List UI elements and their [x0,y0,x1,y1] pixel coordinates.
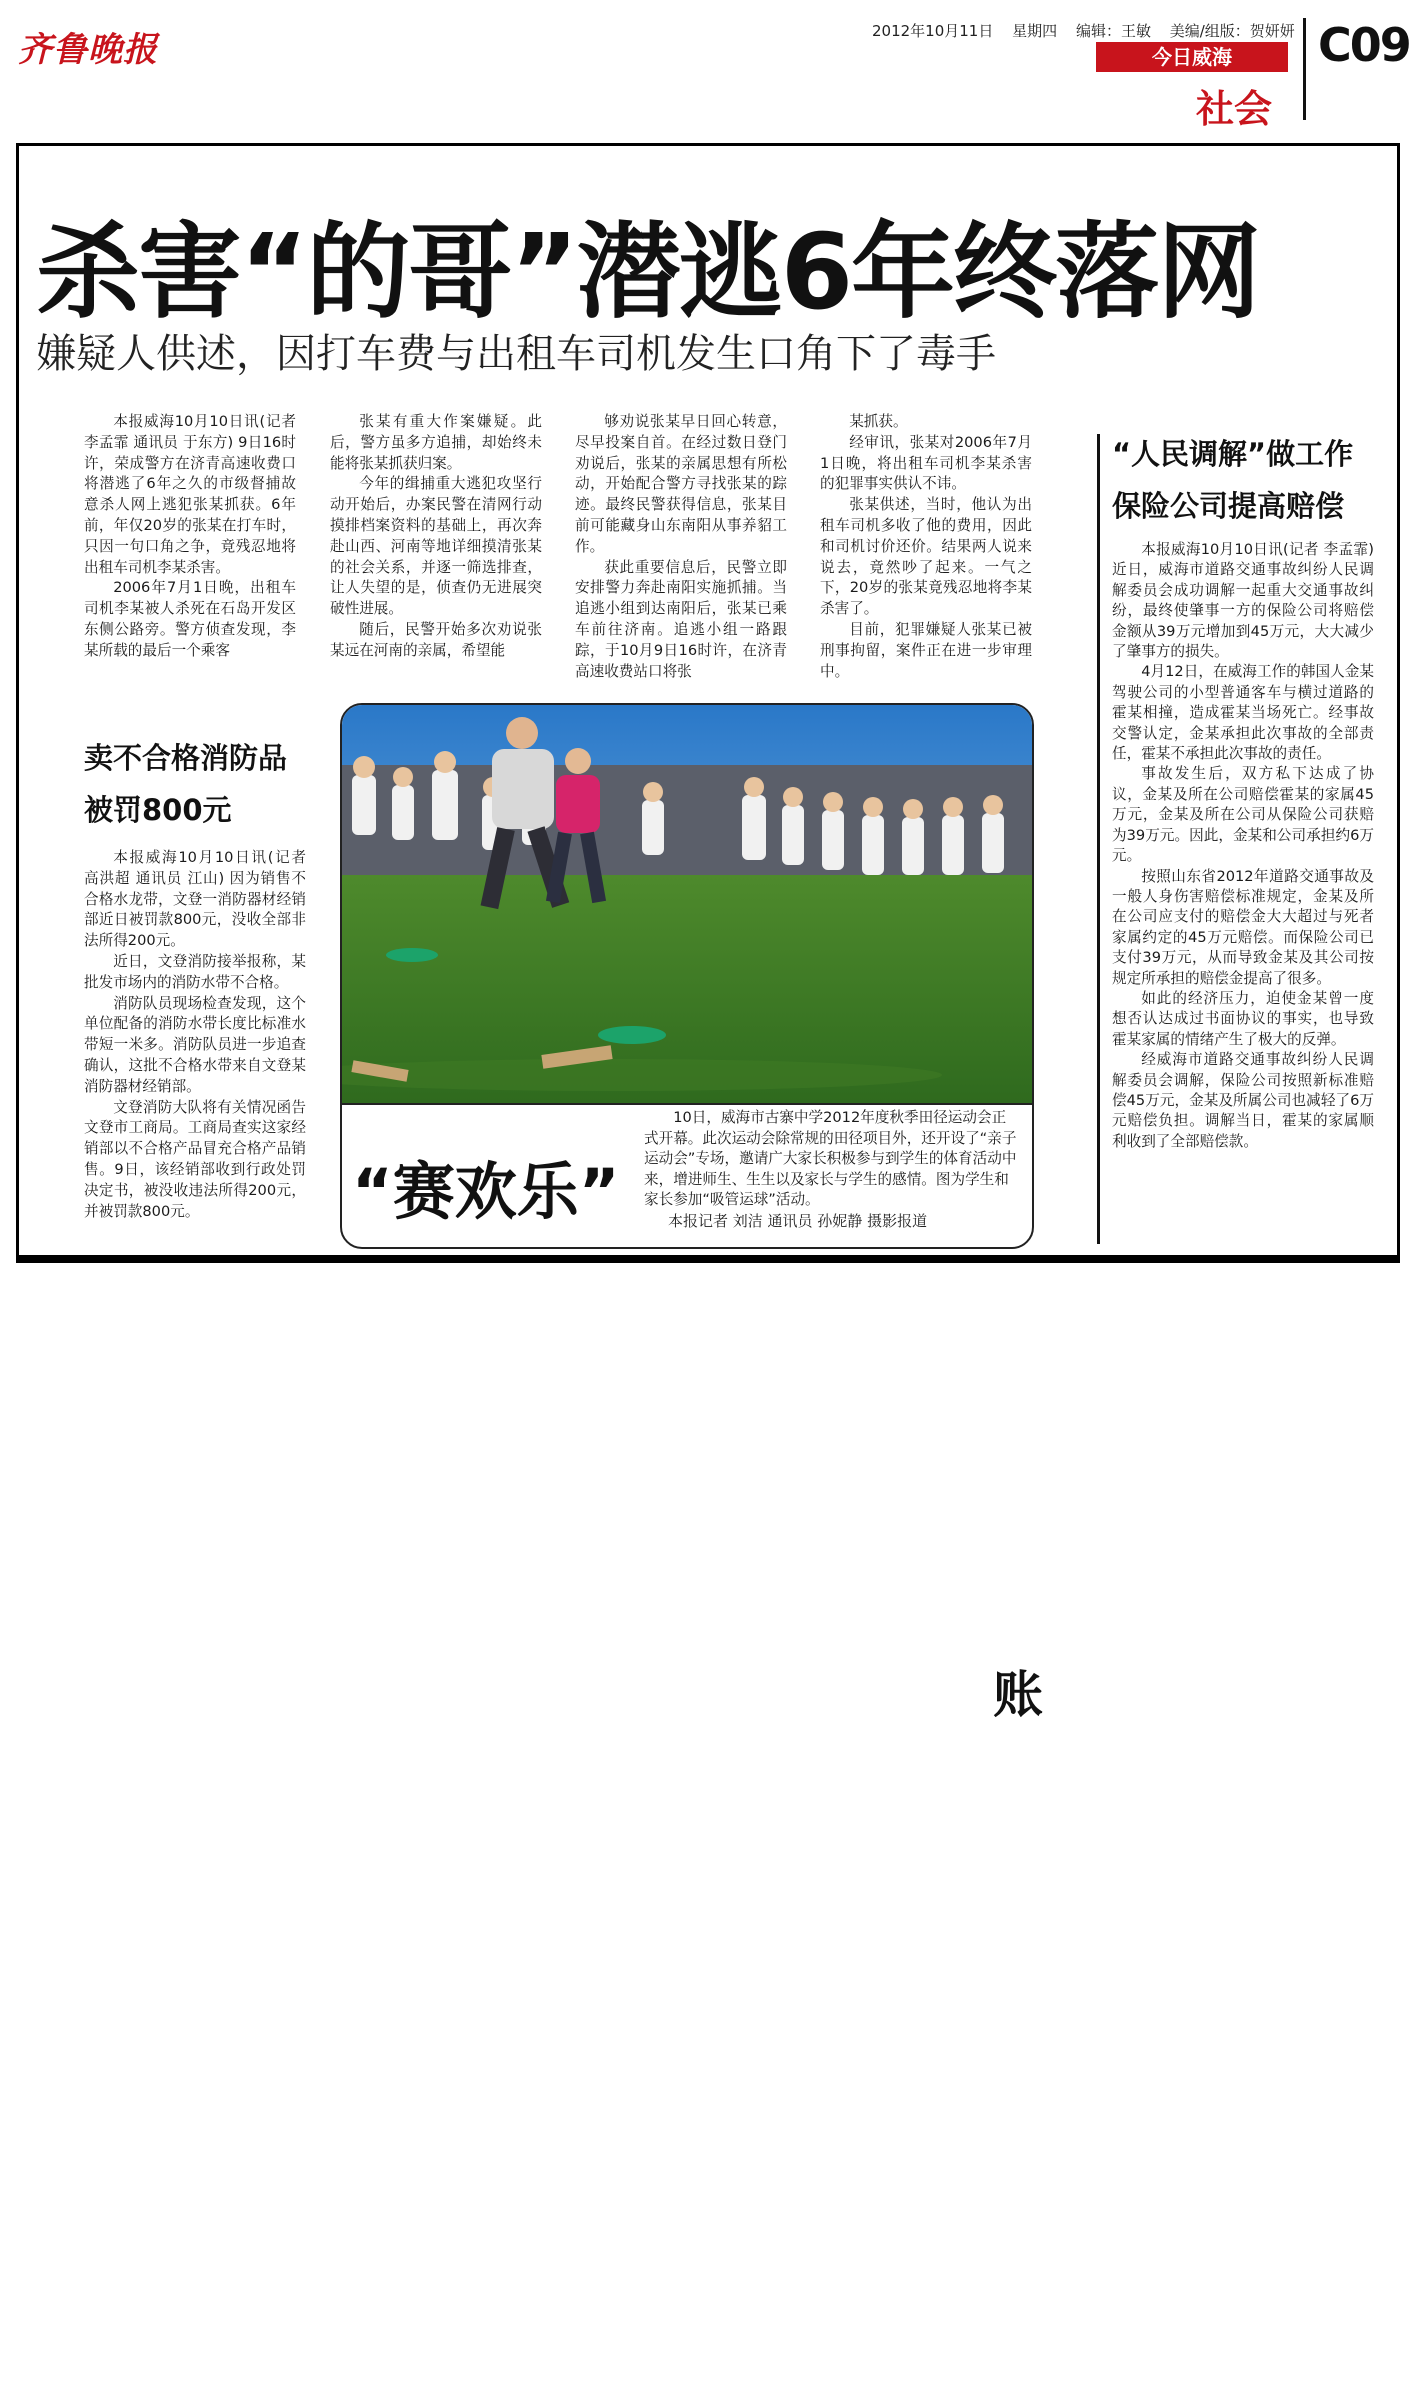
side-story-body [1112,540,1374,1152]
photo-credit: 本报记者 刘洁 通讯员 孙妮静 摄影报道 [668,1212,928,1230]
city-badge: 今日威海 [1096,42,1288,72]
lead-paragraph: 够劝说张某早日回心转意，尽早投案自首。在经过数日登门劝说后，张某的亲属思想有所松动，开始配合警方寻找张某的踪迹。最终民警获得信息，张某目前可能藏身山东南阳从事养貂工作。 [575,413,787,555]
side-story-paragraph: 如此的经济压力，迫使金某曾一度想否认达成过书面协议的事实，也导致霍某家属的情绪产生了极大的反弹。 [1112,989,1374,1048]
lead-subhead: 嫌疑人供述，因打车费与出租车司机发生口角下了毒手 [36,331,996,377]
issue-meta [872,20,1309,41]
fire-brief-paragraph: 近日，文登消防接举报称，某批发市场内的消防水带不合格。 [84,952,306,991]
side-story-title-line: “人民调解”做工作 [1112,437,1354,471]
lead-paragraph: 2006年7月1日晚，出租车司机李某被人杀死在石岛开发区东侧公路旁。警方侦查发现，李某所载的最后一个乘客 [84,579,296,659]
fire-brief-title-line: 卖不合格消防品 [84,741,288,775]
lead-paragraph: 某抓获。 [849,413,908,430]
side-story-paragraph: 本报威海10月10日讯(记者 李孟霏) 近日，威海市道路交通事故纠纷人民调解委员会成功调解一起重大交通事故纠纷，最终使肇事一方的保险公司将赔偿金额从39万元增加到45万元，大大减少了肇事方的损失。 [1112,541,1374,661]
side-story-title-line: 保险公司提高赔偿 [1112,489,1345,523]
lead-headline: 杀害“的哥”潜逃6年终落网 [36,211,1260,333]
lead-paragraph: 本报威海10月10日讯(记者 李孟霏 通讯员 于东方) 9日16时许，荣成警方在济青高速收费口将潜逃了6年之久的市级督捕故意杀人网上逃犯张某抓获。6年前，年仅20岁的张某在打车时，只因一句口角之争，竟残忍地将出租车司机李某杀害。 [84,413,296,576]
fire-brief-body [84,848,306,1222]
fire-brief-paragraph: 消防队员现场检查发现，这个单位配备的消防水带长度比标准水带短一米多。消防队员进一步追查确认，这批不合格水带来自文登某消防器材经销部。 [84,994,306,1095]
side-story-title [1112,428,1353,532]
fire-brief-paragraph: 文登消防大队将有关情况函告文登市工商局。工商局查实这家经销部以不合格产品冒充合格产品销售。9日，该经销部收到行政处罚决定书，被没收违法所得200元，并被罚款800元。 [84,1098,306,1220]
stray-glyph: 账 [993,1666,1043,1724]
lead-paragraph: 张某有重大作案嫌疑。此后，警方虽多方追捕，却始终未能将张某抓获归案。 [330,413,542,472]
newspaper-logo: 齐鲁晚报 [18,30,158,70]
issue-weekday: 星期四 [1012,22,1058,40]
photo-story-title: “赛欢乐” [352,1155,620,1228]
side-column-rule [1097,434,1100,1244]
lead-paragraph: 随后，民警开始多次劝说张某远在河南的亲属，希望能 [330,620,542,659]
fire-brief-title [84,732,287,836]
fire-brief-title-line: 被罚800元 [84,793,232,827]
side-story-paragraph: 事故发生后，双方私下达成了协议，金某及所在公司赔偿霍某的家属45万元，金某及所在公司从保险公司获赔为39万元。因此，金某和公司承担约6万元。 [1112,765,1374,865]
lead-paragraph: 张某供述，当时，他认为出租车司机多收了他的费用，因此和司机讨价还价。结果两人说来说去，竟然吵了起来。一气之下，20岁的张某竟残忍地将李某杀害了。 [820,496,1032,618]
lead-column-1 [84,412,296,662]
lead-column-3 [575,412,787,682]
side-story-paragraph: 4月12日，在威海工作的韩国人金某驾驶公司的小型普通客车与横过道路的霍某相撞，造成霍某当场死亡。经事故交警认定，金某承担此次事故的全部责任，霍某不承担此次事故的责任。 [1112,663,1374,763]
issue-date: 2012年10月11日 [872,22,994,40]
photo-divider [342,1103,1032,1105]
side-story-paragraph: 按照山东省2012年道路交通事故及一般人身伤害赔偿标准规定，金某及所在公司应支付的赔偿金大大超过与死者家属约定的45万元赔偿。而保险公司已支付39万元，从而导致金某及其公司按规定所承担的赔偿金提高了很多。 [1112,867,1374,987]
section-name: 社会 [1196,87,1273,131]
sports-day-photo [342,705,1032,1103]
designer-credit: 美编/组版：贺妍妍 [1169,22,1295,40]
photo-caption [644,1108,1018,1211]
page-number: C09 [1318,18,1410,72]
lead-column-2 [330,412,542,662]
lead-column-4 [820,412,1032,682]
editor-credit: 编辑：王敏 [1075,22,1151,40]
masthead [0,0,1417,140]
masthead-divider [1303,18,1306,120]
fire-brief-paragraph: 本报威海10月10日讯(记者 高洪超 通讯员 江山) 因为销售不合格水龙带，文登一消防器材经销部近日被罚款800元，没收全部非法所得200元。 [84,849,306,950]
lead-paragraph: 今年的缉捕重大逃犯攻坚行动开始后，办案民警在清网行动摸排档案资料的基础上，再次奔赴山西、河南等地详细摸清张某的社会关系，并逐一筛选排查，让人失望的是，侦查仍无进展突破性进展。 [330,475,542,618]
lead-paragraph: 获此重要信息后，民警立即安排警力奔赴南阳实施抓捕。当追逃小组到达南阳后，张某已乘车前往济南。追逃小组一路跟踪，于10月9日16时许，在济青高速收费站口将张 [575,558,787,680]
lead-paragraph: 经审讯，张某对2006年7月1日晚，将出租车司机李某杀害的犯罪事实供认不讳。 [820,433,1032,493]
lead-paragraph: 目前，犯罪嫌疑人张某已被刑事拘留，案件正在进一步审理中。 [820,620,1032,680]
side-story-paragraph: 经威海市道路交通事故纠纷人民调解委员会调解，保险公司按照新标准赔偿45万元，金某及所属公司也减轻了6万元赔偿负担。调解当日，霍某的家属顺利收到了全部赔偿款。 [1112,1051,1374,1150]
photo-caption-text: 10日，威海市古寨中学2012年度秋季田径运动会正式开幕。此次运动会除常规的田径项目外，还开设了“亲子运动会”专场，邀请广大家长积极参与到学生的体育活动中来，增进师生、生生以及家长与学生的感情。图为学生和家长参加“吸管运球”活动。 [644,1109,1017,1208]
